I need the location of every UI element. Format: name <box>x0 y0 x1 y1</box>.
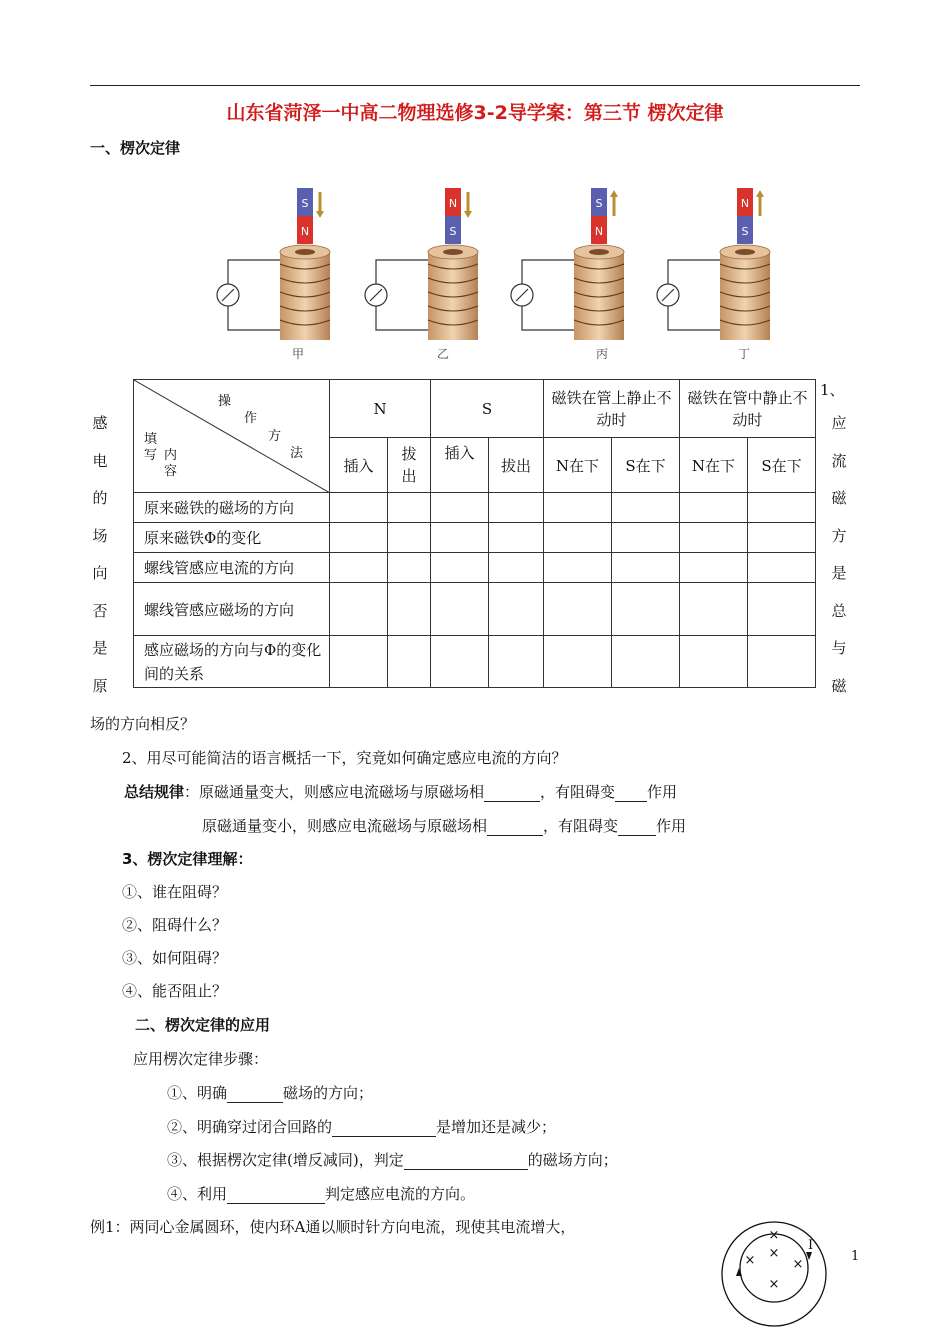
table-cell[interactable] <box>431 493 489 523</box>
table-cell[interactable] <box>612 493 680 523</box>
table-cell[interactable] <box>431 553 489 583</box>
section-2-heading: 二、楞次定律的应用 <box>135 1016 271 1034</box>
table-cell[interactable] <box>680 636 748 688</box>
corner-fill: 填 <box>144 432 158 447</box>
q1-left-char: 原 <box>92 676 108 695</box>
head-s-below: S在下 <box>748 438 816 493</box>
corner-fill: 内 <box>164 448 178 463</box>
example-1: 例1：两同心金属圆环，使内环A通以顺时针方向电流，现使其电流增大， <box>90 1218 576 1236</box>
table-cell[interactable] <box>612 523 680 553</box>
table-cell[interactable] <box>489 553 544 583</box>
table-cell[interactable] <box>680 553 748 583</box>
step-text: ③、根据楞次定律(增反减同)，判定 <box>167 1151 404 1169</box>
table-cell[interactable] <box>330 583 388 636</box>
table-cell[interactable] <box>431 583 489 636</box>
solenoid-setup <box>217 188 330 340</box>
q1-left-char: 是 <box>92 639 108 657</box>
corner-op: 操 <box>218 394 232 409</box>
q1-right-char: 流 <box>831 451 847 470</box>
head-pull: 拔出 <box>489 438 544 493</box>
step-2 <box>167 1116 556 1137</box>
corner-op: 方 <box>268 429 282 444</box>
summary-text: 原磁通量变小，则感应电流磁场与原磁场相 <box>202 817 488 835</box>
step-text: ②、明确穿过闭合回路的 <box>167 1118 333 1136</box>
magnet-pole-label: N <box>448 197 458 210</box>
solenoid-setup <box>511 188 624 340</box>
table-corner-cell <box>134 380 330 493</box>
row-label: 螺线管感应磁场的方向 <box>134 583 330 636</box>
table-cell[interactable] <box>748 493 816 523</box>
step-text: 判定感应电流的方向。 <box>325 1185 476 1203</box>
q3-item: ②、阻碍什么？ <box>122 916 228 934</box>
table-cell[interactable] <box>748 523 816 553</box>
q1-right-char: 磁 <box>831 676 847 695</box>
q1-right-char: 是 <box>831 564 847 582</box>
q3-item: ①、谁在阻碍？ <box>122 883 228 901</box>
q1-left-char: 感 <box>92 414 108 432</box>
blank-3[interactable] <box>487 821 543 836</box>
summary-line-2 <box>202 815 686 836</box>
svg-text:×: × <box>792 1257 804 1272</box>
summary-text: 作用 <box>656 817 687 835</box>
header-rule <box>90 85 860 86</box>
q1-left-char: 的 <box>92 489 108 507</box>
q3-title: 3、楞次定律理解： <box>122 850 253 868</box>
row-label: 螺线管感应电流的方向 <box>134 553 330 583</box>
q1-left-char: 向 <box>92 564 108 582</box>
table-cell[interactable] <box>748 553 816 583</box>
svg-text:×: × <box>744 1253 756 1268</box>
q2-text: 2、用尽可能简洁的语言概括一下，究竟如何确定感应电流的方向？ <box>122 749 567 767</box>
q3-item: ④、能否阻止？ <box>122 982 228 1000</box>
caption-yi: 乙 <box>437 347 450 361</box>
q1-number: 1、 <box>820 381 845 399</box>
concentric-rings-diagram <box>718 1208 833 1338</box>
table-cell[interactable] <box>330 553 388 583</box>
table-cell[interactable] <box>748 583 816 636</box>
q1-right-char: 与 <box>831 639 847 657</box>
table-cell[interactable] <box>388 523 431 553</box>
q1-right-char: 总 <box>831 601 847 620</box>
head-static-top: 磁铁在管上静止不动时 <box>544 380 680 438</box>
q1-left-column <box>90 405 110 705</box>
table-cell[interactable] <box>489 583 544 636</box>
corner-op: 法 <box>290 446 304 461</box>
q1-left-char: 电 <box>92 451 108 470</box>
step-text: 磁场的方向； <box>283 1084 374 1102</box>
magnet-pole-label: S <box>301 197 309 210</box>
ring-current-label: I <box>808 1238 814 1253</box>
q1-right-char: 应 <box>831 414 847 432</box>
step-text: 是增加还是减少； <box>436 1118 557 1136</box>
table-cell[interactable] <box>388 636 431 688</box>
section-1-heading: 一、楞次定律 <box>90 139 181 157</box>
table-cell[interactable] <box>489 636 544 688</box>
table-cell[interactable] <box>544 493 612 523</box>
step-1 <box>167 1082 373 1103</box>
row-label: 原来磁铁的磁场的方向 <box>134 493 330 523</box>
table-cell[interactable] <box>330 523 388 553</box>
head-insert: 插入 <box>330 438 388 493</box>
magnet-pole-label: N <box>300 225 310 238</box>
magnet-pole-label: S <box>449 225 457 238</box>
magnet-pole-label: S <box>741 225 749 238</box>
head-insert: 插入 <box>431 438 489 493</box>
step-4 <box>167 1183 475 1204</box>
head-n-below: N在下 <box>544 438 612 493</box>
solenoid-figure <box>200 180 800 370</box>
observation-table <box>133 379 816 688</box>
summary-line-1 <box>124 781 677 802</box>
table-cell[interactable] <box>431 636 489 688</box>
magnet-pole-label: N <box>740 197 750 210</box>
summary-text: 作用 <box>647 783 678 801</box>
coil-body <box>428 252 478 340</box>
table-cell[interactable] <box>544 523 612 553</box>
head-s-below: S在下 <box>612 438 680 493</box>
solenoid-setup <box>365 188 478 340</box>
caption-jia: 甲 <box>292 347 305 361</box>
summary-label: 总结规律 <box>124 783 185 801</box>
table-cell[interactable] <box>388 553 431 583</box>
q1-right-column <box>829 405 849 705</box>
table-cell[interactable] <box>612 583 680 636</box>
table-cell[interactable] <box>388 493 431 523</box>
table-cell[interactable] <box>388 583 431 636</box>
table-cell[interactable] <box>680 583 748 636</box>
step-text: ④、利用 <box>167 1185 228 1203</box>
caption-ding: 丁 <box>738 347 751 361</box>
table-cell[interactable] <box>680 523 748 553</box>
blank-4[interactable] <box>618 821 656 836</box>
magnet-pole-label: N <box>594 225 604 238</box>
q1-tail: 场的方向相反？ <box>90 715 196 733</box>
table-cell[interactable] <box>489 523 544 553</box>
row-label: 原来磁铁Φ的变化 <box>134 523 330 553</box>
svg-text:×: × <box>768 1246 780 1261</box>
q1-left-char: 否 <box>92 601 108 620</box>
steps-intro: 应用楞次定律步骤： <box>133 1050 269 1068</box>
summary-text: ，有阻碍变 <box>540 783 616 801</box>
head-n: N <box>330 380 431 438</box>
head-s: S <box>431 380 544 438</box>
head-n-below: N在下 <box>680 438 748 493</box>
row-label: 感应磁场的方向与Φ的变化间的关系 <box>134 636 330 688</box>
table-cell[interactable] <box>431 523 489 553</box>
head-static-in: 磁铁在管中静止不动时 <box>680 380 816 438</box>
magnet-pole-label: S <box>595 197 603 210</box>
q1-right-char: 方 <box>831 526 847 545</box>
blank-step-4[interactable] <box>227 1189 325 1204</box>
q1-left-char: 场 <box>92 526 108 545</box>
table-cell[interactable] <box>748 636 816 688</box>
page-number: 1 <box>851 1249 860 1264</box>
table-cell[interactable] <box>612 636 680 688</box>
table-cell[interactable] <box>612 553 680 583</box>
summary-text: ，有阻碍变 <box>543 817 619 835</box>
step-3 <box>167 1149 618 1170</box>
blank-2[interactable] <box>615 787 647 802</box>
corner-fill: 写 <box>144 448 158 463</box>
summary-text: ：原磁通量变大，则感应电流磁场与原磁场相 <box>184 783 485 801</box>
corner-op: 作 <box>244 411 258 426</box>
table-cell[interactable] <box>544 583 612 636</box>
head-pull: 拔出 <box>388 438 431 493</box>
coil-body <box>280 252 330 340</box>
table-cell[interactable] <box>544 636 612 688</box>
step-text: ①、明确 <box>167 1084 228 1102</box>
corner-fill: 容 <box>164 464 178 479</box>
table-cell[interactable] <box>330 493 388 523</box>
table-cell[interactable] <box>680 493 748 523</box>
q1-right-char: 磁 <box>831 489 847 507</box>
table-cell[interactable] <box>489 493 544 523</box>
blank-step-2[interactable] <box>332 1122 436 1137</box>
coil-body <box>574 252 624 340</box>
page-title: 山东省菏泽一中高二物理选修3-2导学案：第三节 楞次定律 <box>226 102 724 124</box>
blank-1[interactable] <box>484 787 540 802</box>
solenoid-setup <box>657 188 770 340</box>
blank-step-3[interactable] <box>404 1155 528 1170</box>
caption-bing: 丙 <box>596 347 609 361</box>
svg-text:×: × <box>768 1228 780 1243</box>
svg-text:×: × <box>768 1277 780 1292</box>
coil-body <box>720 252 770 340</box>
table-cell[interactable] <box>544 553 612 583</box>
q3-item: ③、如何阻碍？ <box>122 949 228 967</box>
blank-step-1[interactable] <box>227 1088 283 1103</box>
table-cell[interactable] <box>330 636 388 688</box>
step-text: 的磁场方向； <box>527 1151 618 1169</box>
